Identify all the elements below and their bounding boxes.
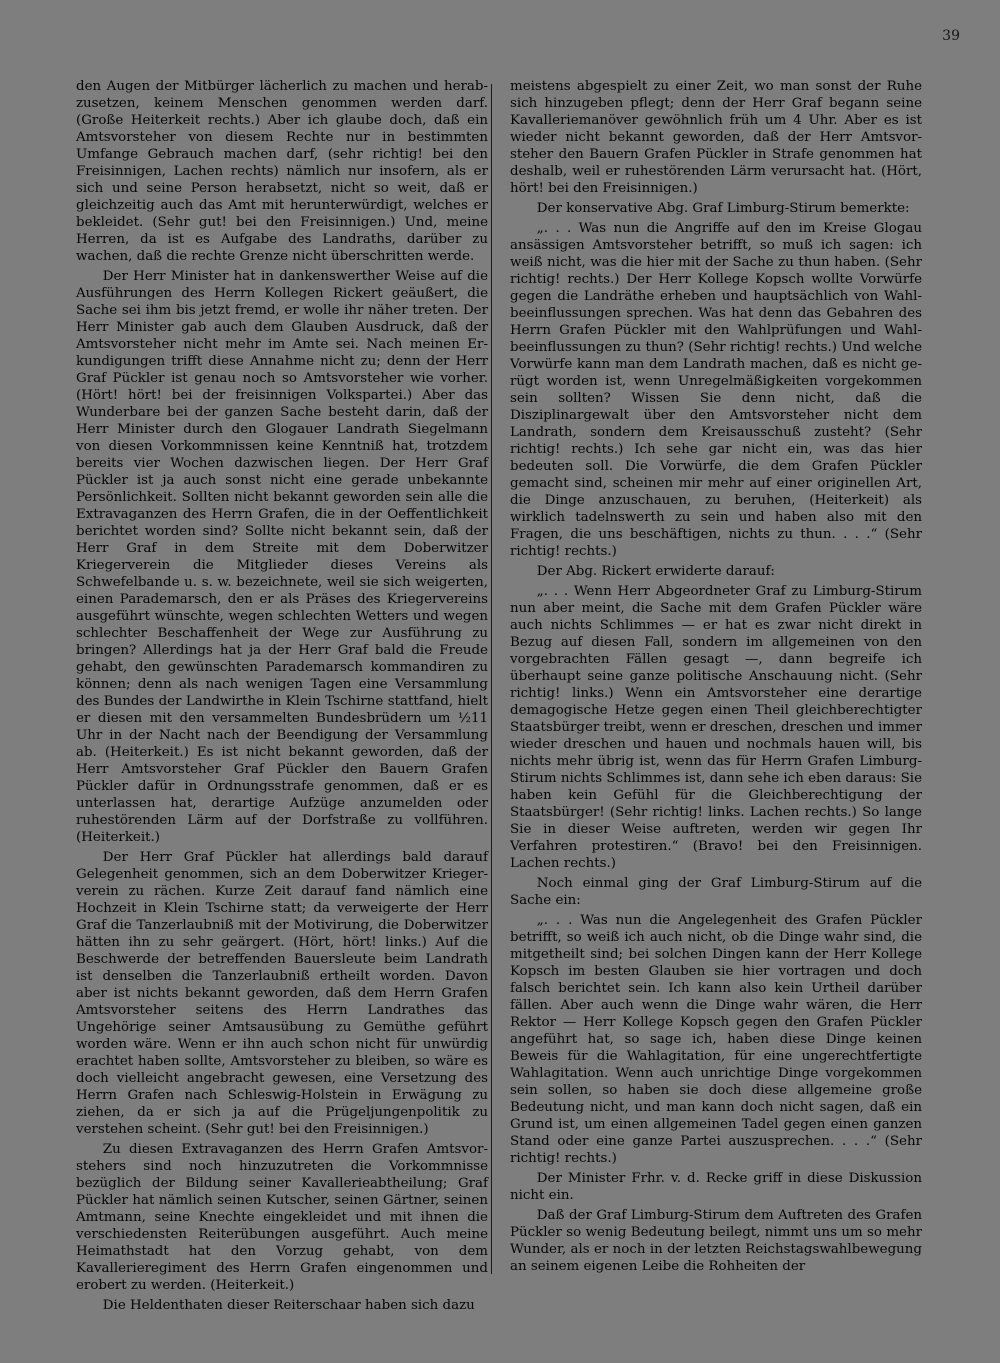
- paragraph: Der Minister Frhr. v. d. Recke griff in diese Diskussion nicht ein.: [510, 1171, 922, 1203]
- left-column: [76, 78, 488, 1317]
- paragraph: Noch einmal ging der Graf Limburg-Stirum auf die Sache ein:: [510, 876, 922, 908]
- paragraph: Der Abg. Rickert erwiderte darauf:: [536, 564, 775, 579]
- paragraph: Daß der Graf Limburg-Stirum dem Auftreten des Grafen Pückler so wenig Bedeutung beilegt, nimmt uns um so mehr Wunder, als er noch in der letzten Reichstagswahlbewegung an seinem eigenen Leibe die Rohheiten der: [510, 1208, 922, 1274]
- paragraph: Der konservative Abg. Graf Limburg-Stirum bemerkte:: [536, 201, 910, 216]
- paragraph: den Augen der Mitbürger lächerlich zu machen und herabzusetzen, keinem Menschen genommen werden darf. (Große Heiterkeit rechts.) Aber ich glaube doch, daß ein Amtsvorsteher von diesem Rechte nur in bestimmten Umfange Gebrauch machen darf, (sehr richtig! bei den Freisinnigen, Lachen rechts) nämlich nur insofern, als er sich und seine Person herabsetzt, nicht so weit, daß er gleichzeitig auch das Amt mit herunterwürdigt, welches er bekleidet. (Sehr gut! bei den Freisinnigen.) Und, meine Herren, da ist es Aufgabe des Landraths, darüber zu wachen, daß die rechte Grenze nicht überschritten werde.: [76, 79, 488, 264]
- quotation: „. . . Was nun die Angelegenheit des Grafen Pückler betrifft, so weiß ich auch nicht, ob die Dinge wahr sind, die mitgetheilt sind; bei solchen Dingen kann der Herr Kollege Kopsch im besten Glauben sie hier vortragen und doch falsch berichtet sein. Ich kann also kein Urtheil darüber fällen. Aber auch wenn die Dinge wahr wären, die Herr Rektor — Herr Kollege Kopsch gegen den Grafen Pückler angeführt hat, so sage ich, haben diese Dinge keinen Beweis für die Wahlagitation, für eine ungerechtfertigte Wahlagitation. Wenn auch unrichtige Dinge vorgekommen sein sollen, so haben sie doch diese allgemeine große Bedeutung nicht, und man kann doch nicht sagen, daß ein Grund ist, um einen allgemeinen Tadel gegen einen ganzen Stand oder eine ganze Partei auszusprechen. . . .“ (Sehr richtig! rechts.): [510, 913, 922, 1166]
- column-divider: [491, 84, 492, 1274]
- paragraph: Zu diesen Extravaganzen des Herrn Grafen Amtsvorstehers sind noch hinzuzutreten die Vorkommnisse bezüglich der Bildung seiner Kavallerieabtheilung; Graf Pückler hat nämlich seinen Kutscher, seinen Gärtner, seinen Amtmann, seine Knechte eingekleidet und mit ihnen die verschiedensten Reiterübungen ausgeführt. Auch meine Heimathstadt hat den Vorzug gehabt, von dem Kavallerieregiment des Herrn Grafen eingenommen und erobert zu werden. (Heiterkeit.): [76, 1142, 488, 1293]
- paragraph: meistens abgespielt zu einer Zeit, wo man sonst der Ruhe sich hinzugeben pflegt; denn der Herr Graf begann seine Kavalleriemanöver gewöhnlich früh um 4 Uhr. Aber es ist wieder nicht bekannt geworden, daß der Herr Amtsvorsteher den Bauern Grafen Pückler in Strafe genommen hat deshalb, weil er ruhestörenden Lärm verursacht hat. (Hört, hört! bei den Freisinnigen.): [510, 79, 922, 196]
- quotation: „. . . Was nun die Angriffe auf den im Kreise Glogau ansässigen Amtsvorsteher betrifft, so muß ich sagen: ich weiß nicht, was die hier mit der Sache zu thun haben. (Sehr richtig! rechts.) Der Herr Kollege Kopsch wollte Vorwürfe gegen die Landräthe erheben und hauptsächlich von Wahlbeeinflussungen sprechen. Was hat denn das Gebahren des Herrn Grafen Pückler mit den Wahlprüfungen und Wahlbeeinflussungen zu thun? (Sehr richtig! rechts.) Und welche Vorwürfe kann man dem Landrath machen, daß es nicht gerügt worden ist, wenn Unregelmäßigkeiten vorgekommen sein sollten? Wissen Sie denn nicht, daß die Disziplinargewalt über den Amtsvorsteher nicht dem Landrath, sondern dem Kreisausschuß zusteht? (Sehr richtig! rechts.) Ich sehe gar nicht ein, was das hier bedeuten soll. Die Vorwürfe, die dem Grafen Pückler gemacht sind, scheinen mir mehr auf einer originellen Art, die Dinge anzuschauen, zu beruhen, (Heiterkeit) als wirklich tadelnswerth zu sein und haben also mit den Fragen, die uns beschäftigen, nichts zu thun. . . .“ (Sehr richtig! rechts.): [510, 221, 922, 559]
- paragraph: Der Herr Minister hat in dankenswerther Weise auf die Ausführungen des Herrn Kollegen Rickert geäußert, die Sache sei ihm bis jetzt fremd, er wolle ihr näher treten. Der Herr Minister gab auch dem Glauben Ausdruck, daß der Amtsvorsteher nicht mehr im Amte sei. Nach meinen Erkundigungen trifft diese Annahme nicht zu; denn der Herr Graf Pückler ist genau noch so Amtsvorsteher wie vorher. (Hört! hört! bei der freisinnigen Volkspartei.) Aber das Wunderbare bei der ganzen Sache besteht darin, daß der Herr Minister durch den Glogauer Landrath Siegelmann von diesen Vorkommnissen keine Kenntniß hat, trotzdem bereits vier Wochen dazwischen liegen. Der Herr Graf Pückler ist ja auch sonst nicht eine gerade unbekannte Persönlichkeit. Sollten nicht bekannt geworden sein alle die Extravaganzen des Herrn Grafen, die in der Oeffentlichkeit berichtet worden sind? Sollte nicht bekannt sein, daß der Herr Graf in dem Streite mit dem Doberwitzer Kriegerverein die Mitglieder dieses Vereins als Schwefelbande u. s. w. bezeichnete, weil sie sich weigerten, einen Parademarsch, den er als Präses des Kriegervereins ausgeführt wünschte, wegen schlechten Wetters und wegen schlechter Beschaffenheit der Wege zur Ausführung zu bringen? Allerdings hat ja der Herr Graf bald die Freude gehabt, den gewünschten Parademarsch kommandiren zu können; denn als nach wenigen Tagen eine Versammlung des Bundes der Landwirthe in Klein Tschirne stattfand, hielt er diesen mit den versammelten Bundesbrüdern um ½11 Uhr in der Nacht nach der Beendigung der Versammlung ab. (Heiterkeit.) Es ist nicht bekannt geworden, daß der Herr Amtsvorsteher Graf Pückler den Bauern Grafen Pückler dafür in Ordnungsstrafe genommen, daß er es unterlassen hat, derartige Aufzüge anzumelden oder ruhestörenden Lärm auf der Dorfstraße zu vollführen. (Heiterkeit.): [76, 269, 488, 845]
- page-number: 39: [942, 28, 960, 44]
- paragraph: Die Heldenthaten dieser Reiterschaar haben sich dazu: [102, 1298, 475, 1313]
- quotation: „. . . Wenn Herr Abgeordneter Graf zu Limburg-Stirum nun aber meint, die Sache mit dem Grafen Pückler wäre auch nichts Schlimmes — er hat es zwar nicht direkt in Bezug auf diesen Fall, sondern im allgemeinen von den vorgebrachten Fällen gesagt —, dann begreife ich überhaupt seine ganze politische Anschauung nicht. (Sehr richtig! links.) Wenn ein Amtsvorsteher eine derartige demagogische Hetze gegen einen Theil gleichberechtigter Staatsbürger treibt, wenn er dreschen, dreschen und immer wieder dreschen und hauen und nochmals hauen will, bis nichts mehr übrig ist, wenn das für Herrn Grafen Limburg-Stirum nichts Schlimmes ist, dann sehe ich eben daraus: Sie haben kein Gefühl für die Gleichberechtigung der Staatsbürger! (Sehr richtig! links. Lachen rechts.) So lange Sie in dieser Weise auftreten, werden wir gegen Ihr Verfahren protestiren.“ (Bravo! bei den Freisinnigen. Lachen rechts.): [510, 584, 922, 871]
- right-column: [510, 78, 922, 1278]
- paragraph: Der Herr Graf Pückler hat allerdings bald darauf Gelegenheit genommen, sich an dem Doberwitzer Kriegerverein zu rächen. Kurze Zeit darauf fand nämlich eine Hochzeit in Klein Tschirne statt; da verweigerte der Herr Graf die Tanzerlaubniß mit der Motivirung, die Doberwitzer hätten ihn zu sehr geärgert. (Hört, hört! links.) Auf die Beschwerde der betreffenden Bauersleute beim Landrath ist denselben die Tanzerlaubniß ertheilt worden. Davon aber ist nichts bekannt geworden, daß dem Herrn Grafen Amtsvorsteher seitens des Herrn Landrathes das Ungehörige seiner Amtsausübung zu Gemüthe geführt worden wäre. Wenn er ihn auch schon nicht für unwürdig erachtet haben sollte, Amtsvorsteher zu bleiben, so wäre es doch vielleicht angebracht gewesen, eine Versetzung des Herrn Grafen nach Schleswig-Holstein in Erwägung zu ziehen, da er sich ja auf die Prügeljungenpolitik zu verstehen scheint. (Sehr gut! bei den Freisinnigen.): [76, 850, 488, 1137]
